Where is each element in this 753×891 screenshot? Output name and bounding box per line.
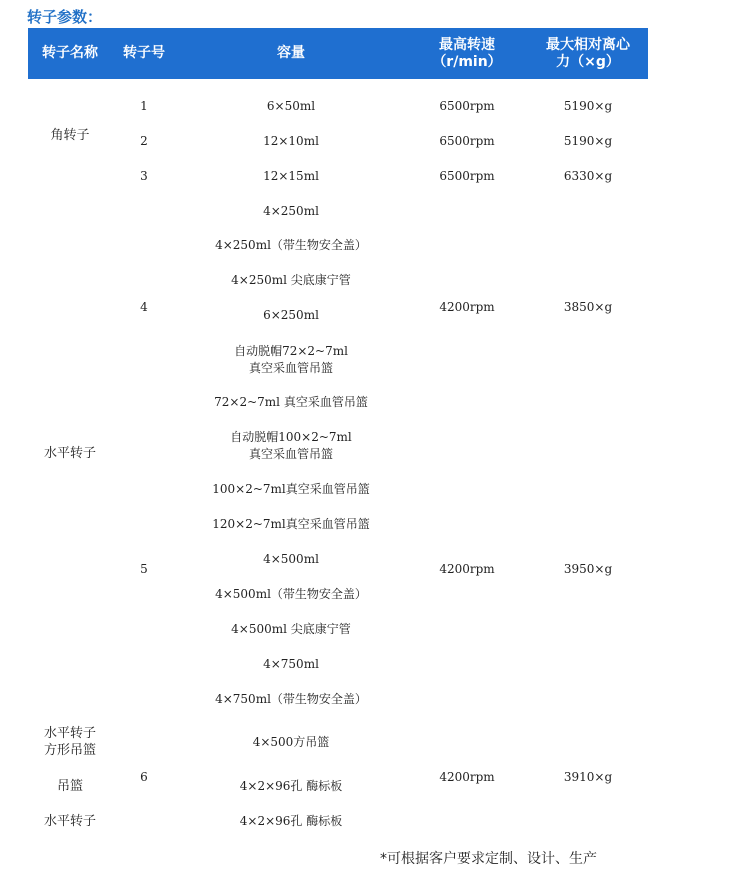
max-speed-cell: 6500rpm xyxy=(439,133,495,148)
rotor-name-cell: 吊篮 xyxy=(56,778,83,794)
customization-footnote: *可根据客户要求定制、设计、生产 xyxy=(380,851,597,867)
rotor-number-cell: 1 xyxy=(140,98,148,113)
capacity-cell: 4×250ml xyxy=(263,203,319,218)
capacity-cell: 4×250ml（带生物安全盖） xyxy=(215,237,367,252)
max-rcf-cell: 6330×g xyxy=(563,168,613,183)
capacity-cell: 4×500方吊篮 xyxy=(252,734,330,749)
capacity-cell: 6×250ml xyxy=(263,307,319,322)
capacity-cell: 12×15ml xyxy=(263,168,319,183)
capacity-cell: 4×250ml 尖底康宁管 xyxy=(231,272,351,287)
column-header-max-rcf: 最大相对离心 力（×g） xyxy=(546,36,630,70)
max-rcf-cell: 3850×g xyxy=(563,299,613,314)
max-rcf-cell: 5190×g xyxy=(563,133,613,148)
capacity-cell: 4×500ml xyxy=(263,551,319,566)
capacity-cell: 4×500ml（带生物安全盖） xyxy=(215,586,367,601)
max-speed-cell: 6500rpm xyxy=(439,98,495,113)
capacity-cell: 自动脱帽100×2~7ml 真空采血管吊篮 xyxy=(230,430,352,461)
column-header-max-speed: 最高转速 （r/min） xyxy=(432,36,502,70)
rotor-name-cell: 水平转子 xyxy=(43,445,96,461)
page-title: 转子参数： xyxy=(27,8,103,26)
rotor-name-cell: 水平转子 xyxy=(43,813,96,829)
column-header-rotor-name: 转子名称 xyxy=(42,45,98,61)
column-header-rotor-number: 转子号 xyxy=(123,45,165,61)
max-rcf-cell: 3950×g xyxy=(563,561,613,576)
max-speed-cell: 4200rpm xyxy=(439,769,495,784)
capacity-cell: 4×2×96孔 酶标板 xyxy=(239,778,343,793)
rotor-number-cell: 5 xyxy=(140,561,148,576)
capacity-cell: 自动脱帽72×2~7ml 真空采血管吊篮 xyxy=(234,344,348,375)
rotor-number-cell: 2 xyxy=(140,133,148,148)
max-rcf-cell: 3910×g xyxy=(563,769,613,784)
max-rcf-cell: 5190×g xyxy=(563,98,613,113)
rotor-number-cell: 4 xyxy=(140,299,148,314)
table-header xyxy=(28,28,648,79)
capacity-cell: 72×2~7ml 真空采血管吊篮 xyxy=(214,394,368,409)
rotor-number-cell: 3 xyxy=(140,168,148,183)
max-speed-cell: 4200rpm xyxy=(439,299,495,314)
capacity-cell: 100×2~7ml真空采血管吊篮 xyxy=(212,481,370,496)
rotor-name-cell: 角转子 xyxy=(50,127,90,143)
column-header-capacity: 容量 xyxy=(277,45,305,61)
capacity-cell: 4×500ml 尖底康宁管 xyxy=(231,621,351,636)
capacity-cell: 6×50ml xyxy=(266,98,316,113)
rotor-number-cell: 6 xyxy=(140,769,148,784)
capacity-cell: 4×750ml（带生物安全盖） xyxy=(215,691,367,706)
max-speed-cell: 4200rpm xyxy=(439,561,495,576)
capacity-cell: 4×750ml xyxy=(263,656,319,671)
capacity-cell: 120×2~7ml真空采血管吊篮 xyxy=(212,516,370,531)
capacity-cell: 4×2×96孔 酶标板 xyxy=(239,813,343,828)
rotor-name-cell: 水平转子 方形吊篮 xyxy=(43,726,96,758)
max-speed-cell: 6500rpm xyxy=(439,168,495,183)
capacity-cell: 12×10ml xyxy=(263,133,319,148)
